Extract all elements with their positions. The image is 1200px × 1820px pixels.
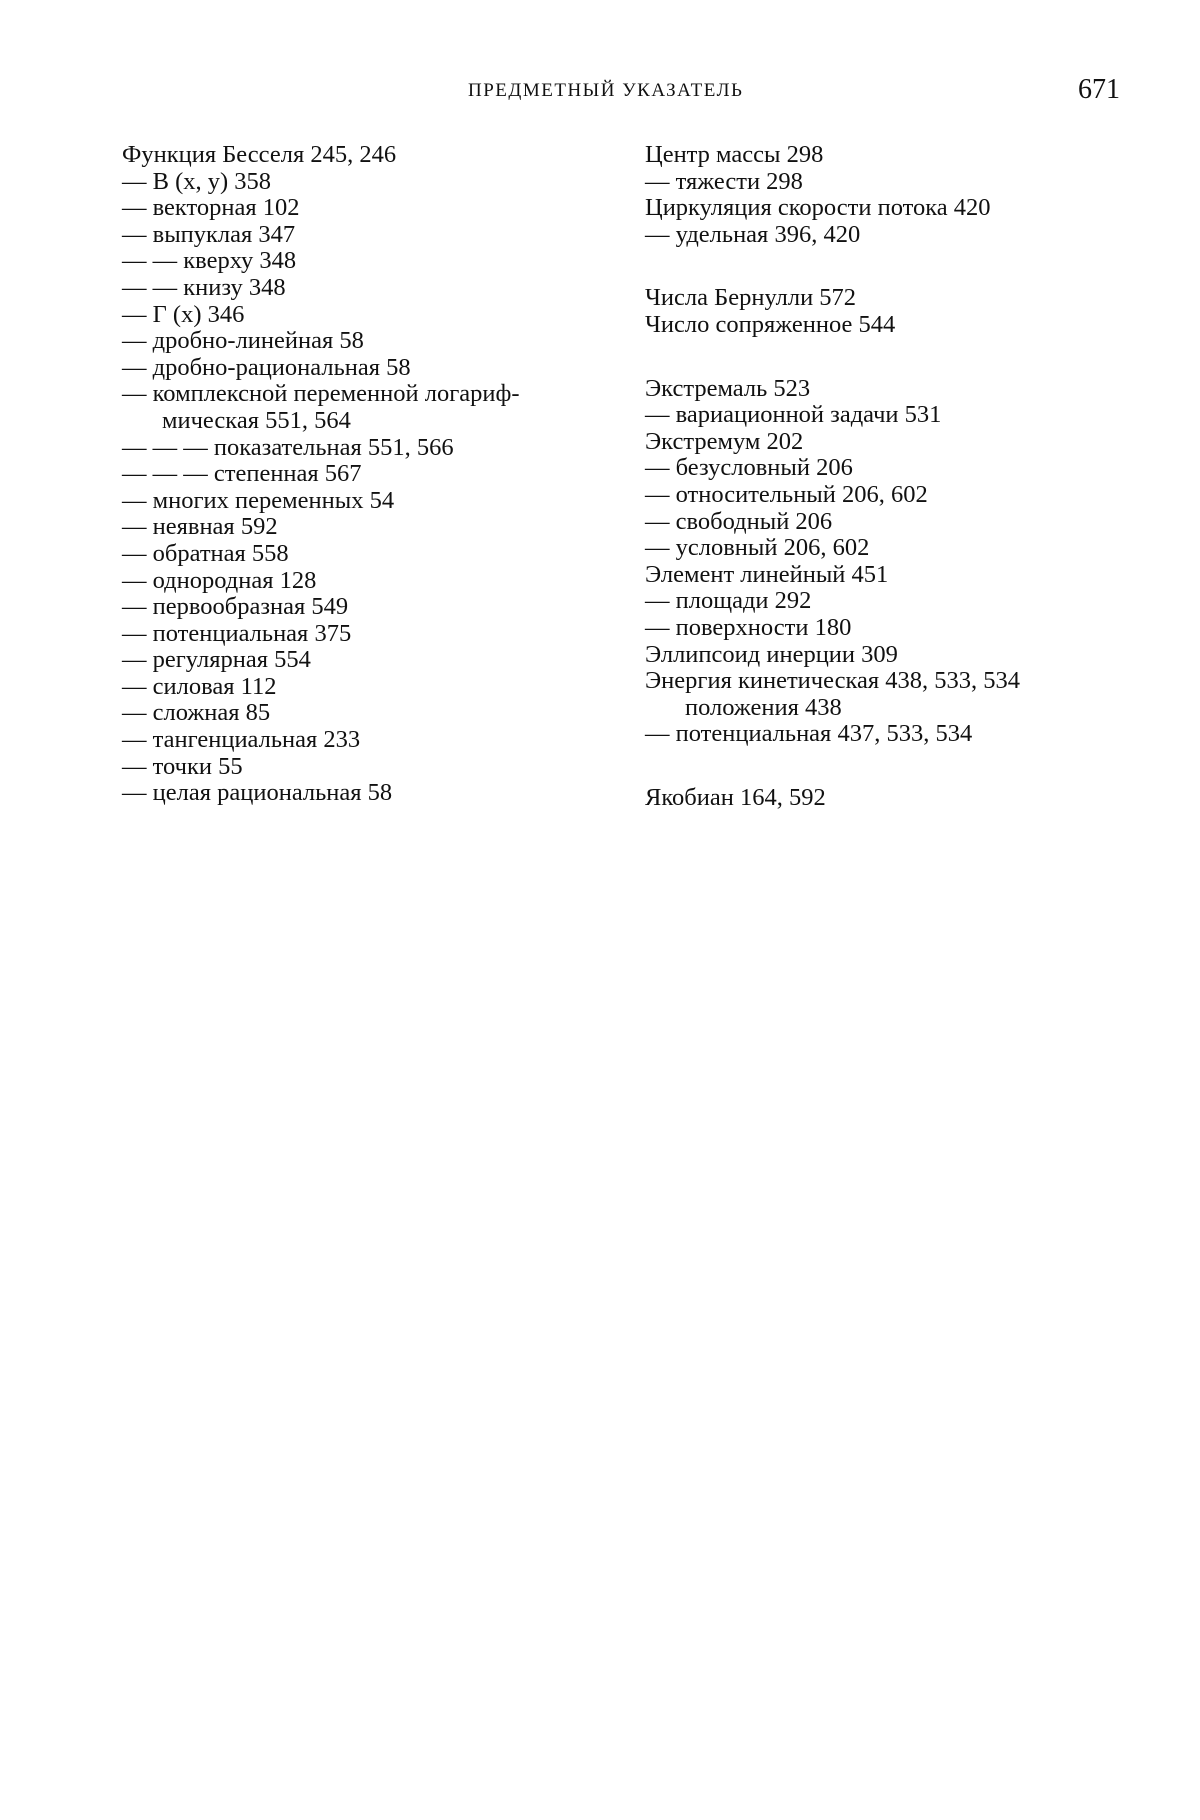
index-entry: — дробно-рациональная 58 (122, 353, 411, 381)
index-entry: — — книзу 348 (122, 273, 286, 301)
index-entry: — — кверху 348 (122, 247, 297, 275)
index-entry-continuation: мическая 551, 564 (162, 406, 351, 434)
index-entry: Экстремум 202 (645, 427, 804, 455)
letter-group-gap (645, 248, 1115, 285)
index-entry: — поверхности 180 (645, 613, 852, 641)
index-entry: — относительный 206, 602 (645, 480, 928, 508)
index-entry: — потенциальная 437, 533, 534 (645, 720, 973, 748)
index-entry: — тяжести 298 (645, 167, 803, 195)
index-entry: Элемент линейный 451 (645, 560, 889, 588)
index-entry: Функция Бесселя 245, 246 (122, 141, 397, 168)
index-entry: — свободный 206 (645, 507, 833, 535)
index-entry: Эллипсоид инерции 309 (645, 640, 898, 668)
index-entry: — тангенциальная 233 (122, 726, 361, 754)
index-entry: Энергия кинетическая 438, 533, 534 (645, 667, 1021, 695)
index-entry: — удельная 396, 420 (645, 220, 861, 248)
index-column-left (122, 142, 592, 807)
index-entry: — силовая 112 (122, 672, 277, 700)
page-number: 671 (1078, 74, 1120, 105)
index-entry: Циркуляция скорости потока 420 (645, 194, 991, 222)
index-entry: — B (x, y) 358 (122, 167, 272, 195)
index-entry: — безусловный 206 (645, 454, 853, 482)
index-entry: Число сопряженное 544 (645, 310, 896, 338)
index-entry: — вариационной задачи 531 (645, 401, 942, 429)
index-entry: — Γ (x) 346 (122, 300, 245, 328)
index-entry: Числа Бернулли 572 (645, 284, 857, 312)
index-entry: — векторная 102 (122, 194, 300, 222)
index-entry: — обратная 558 (122, 539, 289, 567)
index-entry: — точки 55 (122, 752, 243, 780)
running-title: ПРЕДМЕТНЫЙ УКАЗАТЕЛЬ (468, 80, 744, 101)
index-entry: — — — показательная 551, 566 (122, 433, 454, 461)
index-entry-continuation: положения 438 (685, 693, 842, 721)
index-entry: — потенциальная 375 (122, 619, 352, 647)
index-column-right (645, 142, 1115, 811)
index-entry: — неявная 592 (122, 513, 278, 541)
page-header (0, 74, 1200, 108)
index-entry: — выпуклая 347 (122, 220, 296, 248)
index-entry: Центр массы 298 (645, 141, 824, 168)
letter-group-gap (645, 748, 1115, 785)
index-entry: — однородная 128 (122, 566, 317, 594)
index-entry: — сложная 85 (122, 699, 271, 727)
index-entry: Экстремаль 523 (645, 374, 811, 402)
index-entry: — первообразная 549 (122, 593, 349, 621)
index-entry: — — — степенная 567 (122, 460, 362, 488)
index-entry: — целая рациональная 58 (122, 779, 393, 807)
index-entry: — условный 206, 602 (645, 534, 870, 562)
index-entry: — площади 292 (645, 587, 812, 615)
index-entry: — комплексной переменной логариф- (122, 380, 520, 408)
letter-group-gap (645, 339, 1115, 376)
index-entry: — многих переменных 54 (122, 486, 395, 514)
index-entry: Якобиан 164, 592 (645, 783, 826, 811)
index-entry: — регулярная 554 (122, 646, 311, 674)
index-entry: — дробно-линейная 58 (122, 327, 364, 355)
